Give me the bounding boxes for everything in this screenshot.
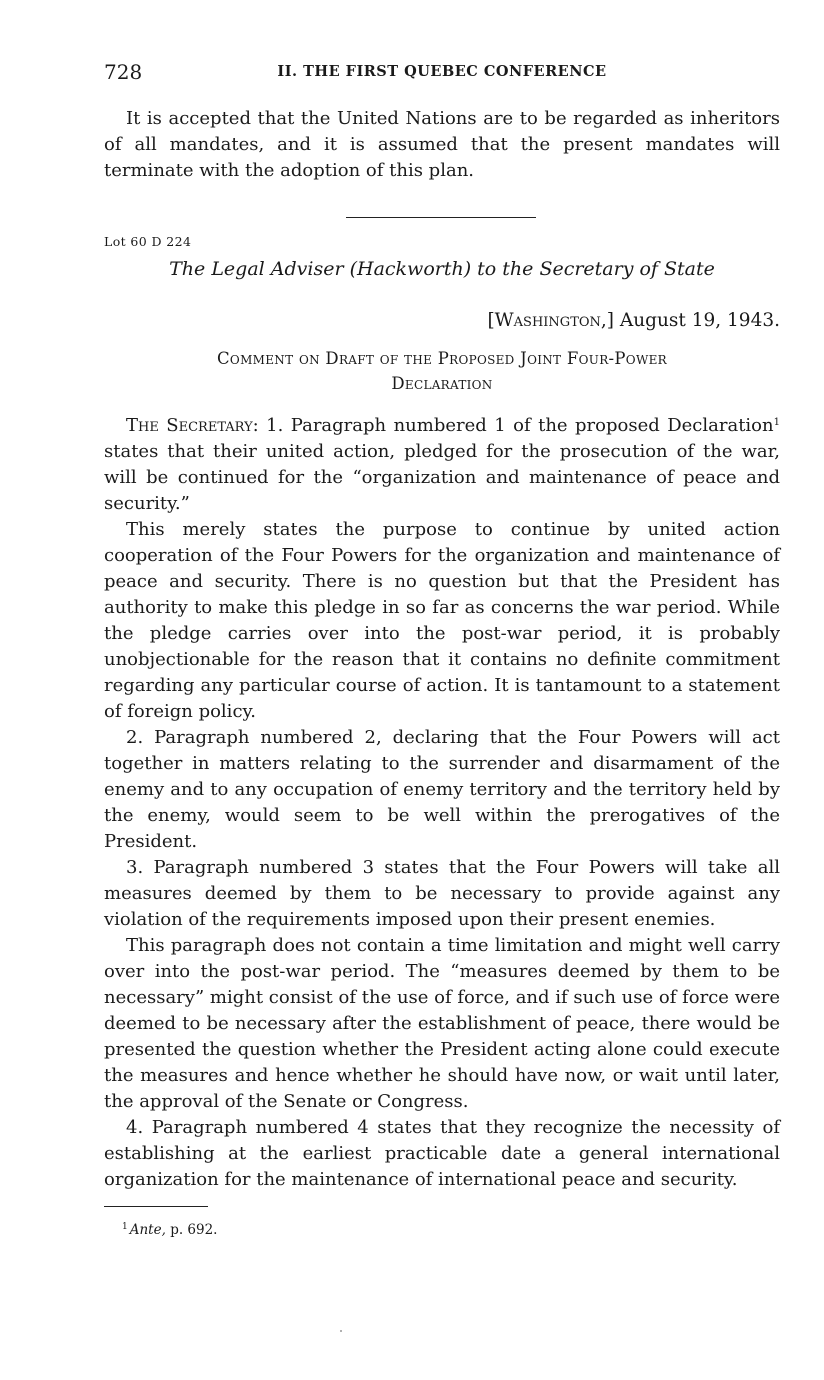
intro-paragraph: It is accepted that the United Nations are to be regarded as inheritors of all mandates, and it is assumed that the present mandates will terminate with the adoption of this plan. xyxy=(104,108,780,181)
memo-body xyxy=(104,410,780,1193)
paragraph-3: 2. Paragraph numbered 2, declaring that the Four Powers will act together in matters relating to the surrender and disarmament of the enemy and to any occupation of enemy territory and the territory held by the enemy, would seem to be well within the prerogatives of the President. xyxy=(104,727,780,852)
footnote-marker: 1 xyxy=(122,1222,128,1232)
running-head: II. THE FIRST QUEBEC CONFERENCE xyxy=(277,63,607,80)
paragraph-1-text-b: states that their united action, pledged for the prosecution of the war, will be continued for the “organization and maintenance of peace and security.” xyxy=(104,441,780,514)
intro-paragraph-block xyxy=(104,106,780,184)
paragraph-5: This paragraph does not contain a time limitation and might well carry over into the post-war period. The “measures deemed by them to be necessary” might consist of the use of force, and if such use of force were deemed to be necessary after the establishment of peace, there would be presented the question whether the President acting alone could execute the measures and hence whether he should have now, or wait until later, the approval of the Senate or Congress. xyxy=(104,935,780,1112)
file-reference: Lot 60 D 224 xyxy=(104,234,192,249)
memo-heading xyxy=(104,346,780,396)
dateline xyxy=(487,310,780,331)
paragraph-4: 3. Paragraph numbered 3 states that the Four Powers will take all measures deemed by them to be necessary to provide against any violation of the requirements imposed upon their present enemies. xyxy=(104,857,780,930)
scan-speck xyxy=(340,1330,342,1332)
paragraph-6: 4. Paragraph numbered 4 states that they recognize the necessity of establishing at the earliest practicable date a general international organization for the maintenance of international peace and security. xyxy=(104,1117,780,1190)
salutation: The Secretary: xyxy=(126,415,259,436)
page-number: 728 xyxy=(104,60,143,84)
footnote-page-ref: p. 692. xyxy=(170,1222,218,1238)
footnote xyxy=(122,1222,217,1238)
paragraph-2: This merely states the purpose to continue by united action cooperation of the Four Powers for the organization and maintenance of peace and security. There is no question but that the President has authority to make this pledge in so far as concerns the war period. While the pledge carries over into the post-war period, it is probably unobjectionable for the reason that it contains no definite commitment regarding any particular course of action. It is tantamount to a statement of foreign policy. xyxy=(104,519,780,722)
paragraph-1 xyxy=(104,410,780,517)
paragraph-1-text-a: 1. Paragraph numbered 1 of the proposed Declaration xyxy=(266,415,774,436)
footnote-source: Ante, xyxy=(129,1222,166,1238)
footnote-divider xyxy=(104,1206,208,1207)
dateline-date: August 19, 1943. xyxy=(619,310,780,331)
memo-heading-line-2: Declaration xyxy=(391,374,493,393)
section-divider xyxy=(346,217,536,218)
page-header xyxy=(104,60,780,86)
memo-heading-line-1: Comment on Draft of the Proposed Joint Four-Power xyxy=(217,349,667,368)
footnote-reference: 1 xyxy=(773,417,780,428)
document-title: The Legal Adviser (Hackworth) to the Secretary of State xyxy=(169,258,715,280)
dateline-place: [Washington,] xyxy=(487,310,614,331)
